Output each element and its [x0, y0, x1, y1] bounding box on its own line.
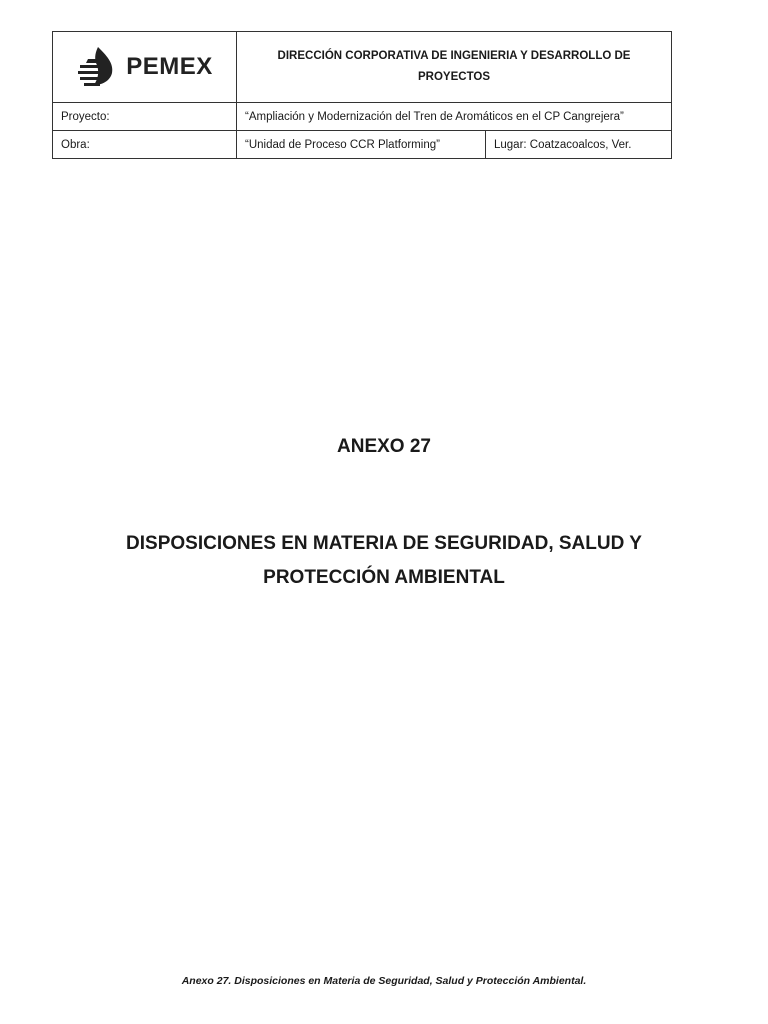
proyecto-label: Proyecto:	[53, 103, 237, 131]
obra-label: Obra:	[53, 131, 237, 159]
direction-cell	[237, 32, 672, 103]
header-row-proyecto	[53, 103, 672, 131]
pemex-logo	[53, 45, 236, 89]
anexo-title: ANEXO 27	[337, 436, 431, 457]
lugar-value: Lugar: Coatzacoalcos, Ver.	[486, 131, 672, 159]
main-title-line2: PROTECCIÓN AMBIENTAL	[263, 567, 505, 588]
pemex-eagle-icon	[76, 45, 122, 89]
direction-line2: PROYECTOS	[418, 71, 490, 83]
obra-value: “Unidad de Proceso CCR Platforming”	[237, 131, 486, 159]
direction-line1: DIRECCIÓN CORPORATIVA DE INGENIERIA Y DESARROLLO DE	[277, 50, 631, 62]
header-row-obra	[53, 131, 672, 159]
main-title	[0, 527, 768, 595]
proyecto-value: “Ampliación y Modernización del Tren de Aromáticos en el CP Cangrejera”	[237, 103, 672, 131]
header-row-title	[53, 32, 672, 103]
logo-wordmark: PEMEX	[126, 53, 213, 80]
page-footer: Anexo 27. Disposiciones en Materia de Seguridad, Salud y Protección Ambiental.	[181, 975, 587, 987]
main-title-line1: DISPOSICIONES EN MATERIA DE SEGURIDAD, SALUD Y	[126, 533, 642, 554]
logo-cell	[53, 32, 237, 103]
document-header-table	[52, 31, 672, 159]
